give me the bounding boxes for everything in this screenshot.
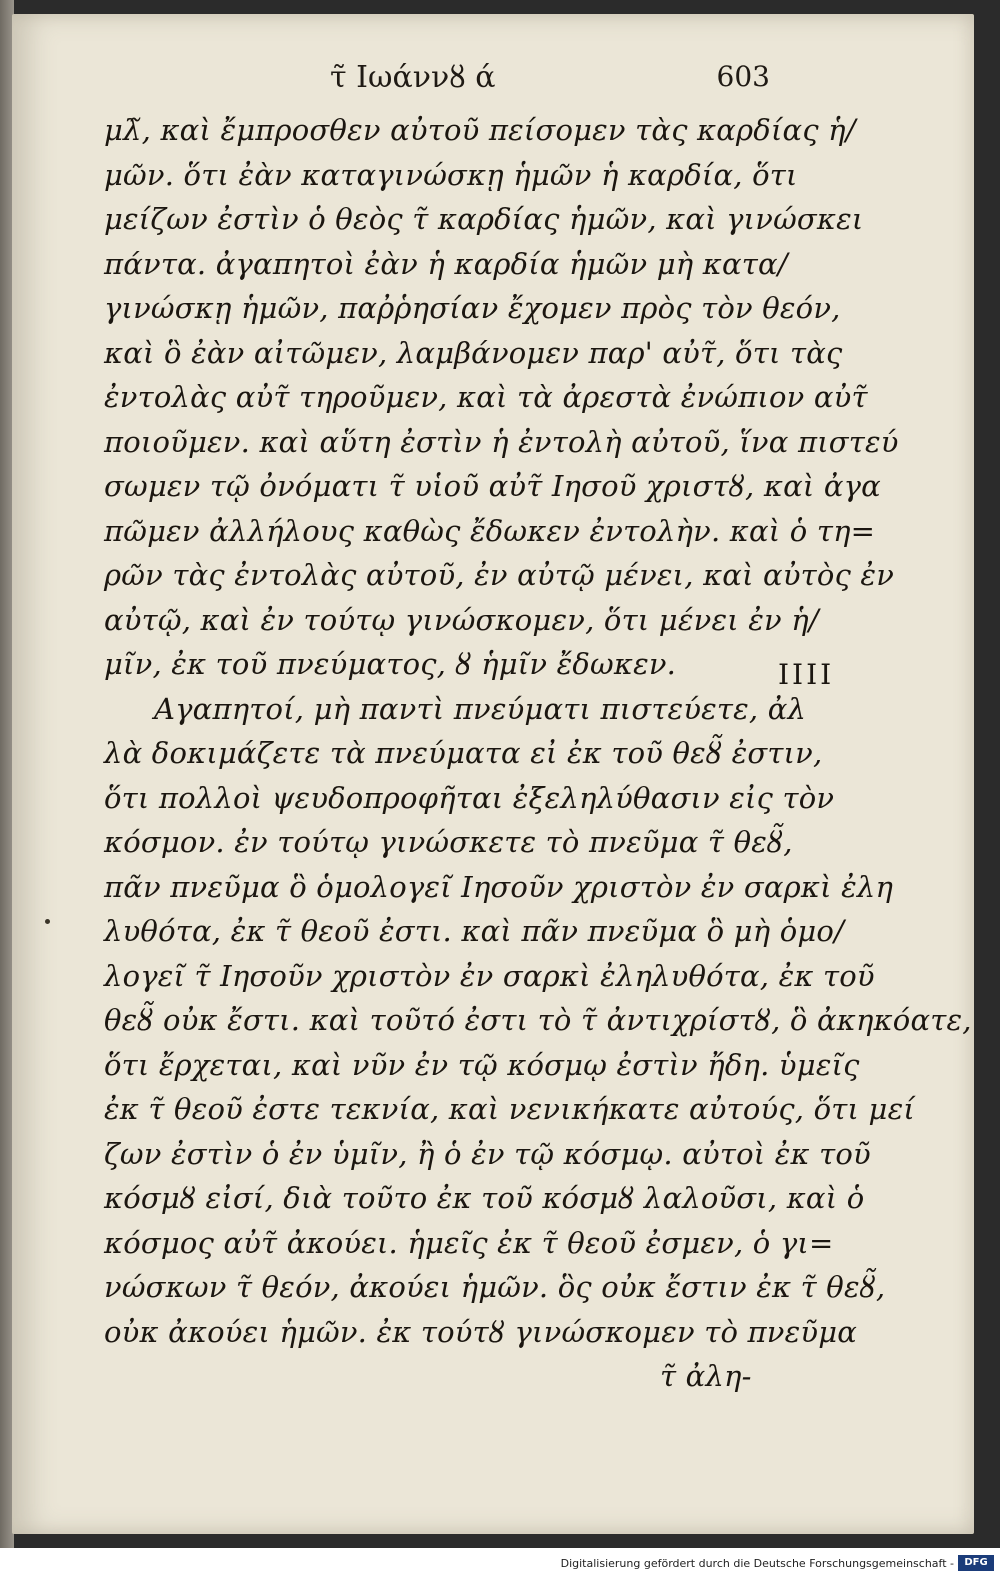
text-line: κόσμος αὐτ̃ ἀκούει. ἡμεῖς ἐκ τ̃ θεοῦ ἐσμεν, ὁ γι= (104, 1225, 834, 1260)
text-line: λυθότα, ἐκ τ̃ θεοῦ ἐστι. καὶ πᾶν πνεῦμα ὃ μὴ ὁμο/ (104, 914, 845, 948)
funding-credit: Digitalisierung gefördert durch die Deutsche Forschungsgemeinschaft - (560, 1557, 954, 1570)
text-line: μῖν, ἐκ τοῦ πνεύματος, ȣ ἡμῖν ἔδωκεν. (104, 647, 677, 681)
margin-note: IIII (778, 658, 835, 691)
text-line: νώσκων τ̃ θεόν, ἀκούει ἡμῶν. ὃς οὐκ ἔστιν ἐκ τ̃ θεȣ̃, (104, 1270, 886, 1304)
text-line: λογεῖ τ̃ Ιησοῦν χριστὸν ἐν σαρκὶ ἐληλυθότα, ἐκ τοῦ (104, 958, 875, 993)
text-line: πῶμεν ἀλλήλους καθὼς ἔδωκεν ἐντολὴν. καὶ ὁ τη= (104, 513, 876, 548)
text-line: ζων ἐστὶν ὁ ἐν ὑμῖν, ἢ ὁ ἐν τῷ κόσμῳ. αὐτοὶ ἐκ τοῦ (104, 1136, 871, 1171)
footer-bar (0, 1548, 1000, 1578)
text-line: καὶ ὃ ἐὰν αἰτῶμεν, λαμβάνομεν παρ' αὐτ̃, ὅτι τὰς (104, 335, 843, 370)
dfg-logo: DFG (958, 1555, 994, 1571)
text-line: κόσμȣ εἰσί, διὰ τοῦτο ἐκ τοῦ κόσμȣ λαλοῦσι, καὶ ὁ (104, 1181, 865, 1215)
catchword: τ̃ ἀλη- (660, 1359, 752, 1393)
text-line: ρῶν τὰς ἐντολὰς αὐτοῦ, ἐν αὐτῷ μένει, καὶ αὐτὸς ἐν (104, 558, 895, 592)
running-title: τ̃ Ιωάννȣ ά (330, 60, 496, 95)
text-line: λὰ δοκιμάζετε τὰ πνεύματα εἰ ἐκ τοῦ θεȣ̃ ἐστιν, (104, 736, 823, 770)
text-line: μλ̃, καὶ ἔμπροσθεν αὐτοῦ πείσομεν τὰς καρδίας ἡ/ (104, 113, 856, 147)
text-line: ὅτι πολλοὶ ψευδοπροφῆται ἐξεληλύθασιν εἰς τὸν (104, 780, 835, 815)
text-line: ἐκ τ̃ θεοῦ ἐστε τεκνία, καὶ νενικήκατε αὐτούς, ὅτι μεί (104, 1092, 915, 1126)
text-line: πᾶν πνεῦμα ὃ ὁμολογεῖ Ιησοῦν χριστὸν ἐν σαρκὶ ἐλη (104, 869, 894, 904)
text-line: ἐντολὰς αὐτ̃ τηροῦμεν, καὶ τὰ ἀρεστὰ ἐνώπιον αὐτ̃ (104, 380, 868, 414)
text-line: αὐτῷ, καὶ ἐν τούτῳ γινώσκομεν, ὅτι μένει ἐν ἡ/ (104, 602, 819, 637)
text-line: σωμεν τῷ ὀνόματι τ̃ υἱοῦ αὐτ̃ Ιησοῦ χριστȣ, καὶ ἀγα (104, 469, 881, 503)
text-line: γινώσκῃ ἡμῶν, παῤῥησίαν ἔχομεν πρὸς τὸν θεόν, (104, 291, 841, 325)
text-line: μῶν. ὅτι ἐὰν καταγινώσκῃ ἡμῶν ἡ καρδία, ὅτι (104, 157, 798, 192)
text-line: θεȣ̃ οὐκ ἔστι. καὶ τοῦτό ἐστι τὸ τ̃ ἀντιχρίστȣ, ὃ ἀκηκόατε, (104, 1003, 972, 1037)
paragraph-start-line: Αγαπητοί, μὴ παντὶ πνεύματι πιστεύετε, ἀλ (154, 691, 807, 726)
page-number: 603 (716, 60, 770, 93)
ink-speck (45, 919, 50, 924)
text-line: μείζων ἐστὶν ὁ θεὸς τ̃ καρδίας ἡμῶν, καὶ γινώσκει (104, 202, 864, 236)
text-line: ὅτι ἔρχεται, καὶ νῦν ἐν τῷ κόσμῳ ἐστὶν ἤδη. ὑμεῖς (104, 1047, 860, 1082)
page-header (330, 60, 770, 100)
text-line: ποιοῦμεν. καὶ αὕτη ἐστὶν ἡ ἐντολὴ αὐτοῦ, ἵνα πιστεύ (104, 424, 899, 459)
text-line: κόσμον. ἐν τούτῳ γινώσκετε τὸ πνεῦμα τ̃ θεȣ̃, (104, 825, 793, 859)
text-line: οὐκ ἀκούει ἡμῶν. ἐκ τούτȣ γινώσκομεν τὸ πνεῦμα (104, 1314, 858, 1349)
text-line: πάντα. ἀγαπητοὶ ἐὰν ἡ καρδία ἡμῶν μὴ κατα/ (104, 246, 788, 281)
